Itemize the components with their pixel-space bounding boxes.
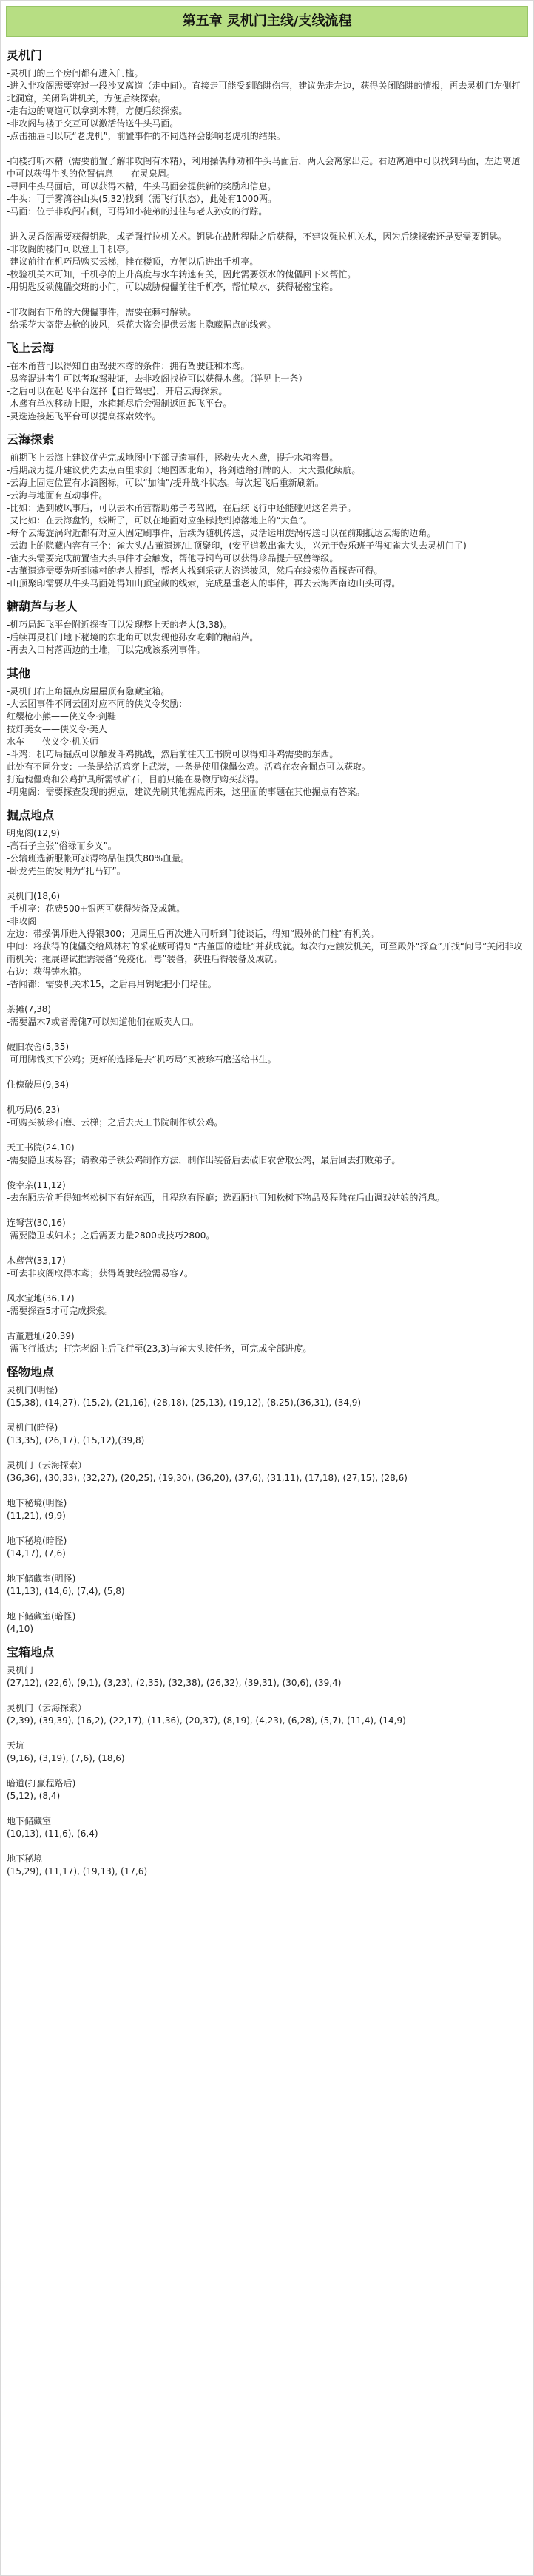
text-line: (4,10) — [7, 1624, 34, 1634]
text-block — [7, 1573, 527, 1598]
text-line: -校验机关木可知，千机亭的上升高度与水车转速有关，因此需要领水的傀儡回下来帮忙。 — [7, 269, 356, 279]
text-line: 地下秘境(暗怪) — [7, 1536, 67, 1546]
text-line: -进入非攻阁需要穿过一段沙叉离道（走中间）。直接走可能受到陷阱伤害，建议先走左边，获得关闭陷阱的情报，再去灵机门左侧打北洞窟，关闭陷阱机关，方便后续探索。 — [7, 81, 521, 104]
text-block — [7, 1460, 527, 1485]
text-block — [7, 452, 527, 590]
text-block — [7, 1702, 527, 1727]
text-line: -每个云海旋涡附近都有对应人固定刷事件，后续为随机传送，灵活运用旋涡传送可以在前期抵达云海的边角。 — [7, 528, 436, 538]
text-line: (9,16), (3,19), (7,6), (18,6) — [7, 1753, 125, 1763]
text-line: -给采花大盗带去枪的披风，采花大盗会提供云海上隐藏据点的线索。 — [7, 319, 277, 330]
block-gap — [7, 1485, 527, 1497]
text-line: (11,13), (14,6), (7,4), (5,8) — [7, 1586, 125, 1596]
text-line: (5,12), (8,4) — [7, 1791, 61, 1801]
block-gap — [7, 1028, 527, 1041]
text-line: 地下秘境(明怪) — [7, 1498, 67, 1508]
block-gap — [7, 1598, 527, 1610]
text-line: -前期飞上云海上建议优先完成地图中下部寻遗事件，拯救失火木鸢，提升水箱容量。 — [7, 453, 339, 463]
text-block — [7, 827, 527, 878]
text-line: -非攻阁的楼门可以登上千机亭。 — [7, 244, 135, 254]
block-gap — [7, 1447, 527, 1460]
block-gap — [7, 878, 527, 890]
text-line: 红缨枪小熊——侠义令·剑鞋 — [7, 711, 116, 722]
text-line: -后期战力提升建议优先去点百里求剑（地图西北角），将剑遗给打牌的人，大大强化续航。 — [7, 465, 361, 475]
block-gap — [7, 1318, 527, 1330]
text-line: -寻回牛头马面后，可以获得木精，牛头马面会提供新的奖励和信息。 — [7, 181, 277, 191]
block-gap — [7, 1560, 527, 1573]
text-line: -比如：遇到破风事后，可以去木甬营帮助弟子考驾照，在后续飞行中还能碰见这名弟子。 — [7, 503, 356, 513]
block-gap — [7, 1727, 527, 1740]
text-line: 破旧农舍(5,35) — [7, 1042, 70, 1052]
block-gap — [7, 218, 527, 231]
text-line: (15,29), (11,17), (19,13), (17,6) — [7, 1866, 148, 1877]
text-block — [7, 1815, 527, 1840]
text-line: -卧龙先生的发明为“扎马钉”。 — [7, 866, 126, 876]
text-line: -去东厢房偷听得知老松树下有好东西，且程玖有怪癖；选西厢也可知松树下物品及程陆在后山调戏姑娘的消息。 — [7, 1193, 445, 1203]
text-line: 天坑 — [7, 1741, 25, 1751]
text-line: 此处有不同分支：一条是给活鸡穿上武装，一条是使用傀儡公鸡。活鸡在农舍掘点可以获取。 — [7, 762, 371, 772]
text-line: -又比如：在云海盘钓，线断了，可以在地面对应坐标找到掉落地上的“大鱼”。 — [7, 515, 312, 526]
section-heading: 灵机门 — [7, 48, 43, 62]
text-line: -大云团事件不同云团对应不同的侠义令奖励： — [7, 699, 188, 709]
text-line: -后续再灵机门地下秘境的东北角可以发现他孙女吃剩的糖葫芦。 — [7, 632, 259, 643]
text-block — [7, 1384, 527, 1409]
text-block — [7, 1664, 527, 1689]
text-line: 技灯美女——侠义令·美人 — [7, 724, 107, 734]
text-block — [7, 1041, 527, 1066]
text-block — [7, 890, 527, 991]
text-line: 左边：带操偶师进入得银300；见周里后再次进入可听到门徒谈话，得知“殿外的门柱”有机关。 — [7, 929, 379, 939]
text-line: 水车——侠义令·机关师 — [7, 736, 98, 747]
text-line: -走右边的离道可以拿到木精，方便后续探索。 — [7, 106, 188, 116]
text-line: -非攻阁 — [7, 916, 37, 926]
text-block — [7, 155, 527, 218]
block-gap — [7, 1522, 527, 1535]
block-gap — [7, 1840, 527, 1853]
text-block — [7, 1142, 527, 1167]
text-line: -牛头：可于雾湾谷山头(5,32)找到（需飞行状态），此处有1000两。 — [7, 194, 277, 204]
text-line: 暗道(打赢程路后) — [7, 1778, 76, 1789]
text-block — [7, 1422, 527, 1447]
text-block — [7, 685, 527, 799]
text-line: -可购买被珍石磨、云梯；之后去天工书院制作铁公鸡。 — [7, 1117, 223, 1128]
text-line: -香闻都：需要机关术15，之后再用钥匙把小门堵住。 — [7, 979, 217, 989]
text-line: 俊幸亲(11,12) — [7, 1180, 66, 1190]
text-line: -点击抽屉可以玩“老虎机”，前置事件的不同选择会影响老虎机的结果。 — [7, 131, 285, 141]
text-line: 灵机门（云海探索） — [7, 1460, 87, 1471]
text-block — [7, 1777, 527, 1803]
text-line: 灵机门(明怪) — [7, 1385, 58, 1395]
block-gap — [7, 1066, 527, 1079]
section-heading: 掘点地点 — [7, 808, 55, 822]
text-line: 灵机门(暗怪) — [7, 1423, 58, 1433]
block-gap — [7, 1409, 527, 1422]
section-heading: 宝箱地点 — [7, 1645, 55, 1659]
text-block — [7, 67, 527, 143]
text-line: -斗鸡：机巧局掘点可以触发斗鸡挑战，然后前往天工书院可以得知斗鸡需要的东西。 — [7, 749, 339, 759]
text-line: -云海上固定位置有水滴图标，可以“加油”/提升战斗状态。每次起飞后重新刷新。 — [7, 478, 324, 488]
block-gap — [7, 1167, 527, 1179]
text-block — [7, 1535, 527, 1560]
text-line: -灵机门的三个房间都有进入门槛。 — [7, 68, 143, 78]
block-gap — [7, 1765, 527, 1777]
text-block — [7, 1330, 527, 1355]
block-gap — [7, 1803, 527, 1815]
text-line: -用钥匙反锁傀儡交班的小门，可以威胁傀儡前往千机亭，帮忙喷水，获得秘密宝箱。 — [7, 282, 339, 292]
text-line: (27,12), (22,6), (9,1), (3,23), (2,35), (32,38), (26,32), (39,31), (30,6), (39,4) — [7, 1678, 342, 1688]
block-gap — [7, 143, 527, 155]
text-line: (10,13), (11,6), (6,4) — [7, 1828, 98, 1839]
text-line: -可用脚钱买下公鸡；更好的选择是去“机巧局”买被珍石磨送给书生。 — [7, 1054, 277, 1065]
text-line: -千机亭：花费500+银两可获得装备及成就。 — [7, 904, 186, 914]
text-line: -需要温木7或者需傀7可以知道他们在贩卖人口。 — [7, 1017, 199, 1027]
block-gap — [7, 294, 527, 306]
text-line: -机巧局起飞平台附近探查可以发现整上天的老人(3,38)。 — [7, 620, 232, 630]
section-heading: 怪物地点 — [7, 1365, 55, 1379]
text-line: 茶摊(7,38) — [7, 1004, 52, 1014]
text-line: -古董遗迹需要先听到棘村的老人提到，帮老人找到采花大盗送披风，然后在线索位置探查可得。 — [7, 566, 383, 576]
text-block — [7, 1292, 527, 1318]
section-heading: 飞上云海 — [7, 341, 55, 355]
text-line: -云海与地面有互动事件。 — [7, 490, 108, 501]
section-heading: 云海探索 — [7, 433, 55, 447]
text-line: -木鸢有单次移动上限，水箱耗尽后会强制返回起飞平台。 — [7, 399, 232, 409]
text-line: -高石子主张“俗禄而乡义”。 — [7, 841, 117, 851]
text-line: 连弩营(30,16) — [7, 1218, 66, 1228]
text-line: 地下储藏室(暗怪) — [7, 1611, 76, 1621]
text-block — [7, 231, 527, 294]
text-block — [7, 1079, 527, 1091]
text-line: (2,39), (39,39), (16,2), (22,17), (11,36), (20,37), (8,19), (4,23), (6,28), (5,7), (11,4), (14,9) — [7, 1715, 406, 1726]
text-line: 中间：将获得的傀儡交给风林村的采花贼可得知“古董国的遗址”并获成就。每次行走触发机关，可至殿外“探查”开找“问号”关闭非攻雨机关；拖展谱试推需装备“免疫化尸毒”装备，获胜后得装备及成就。 — [7, 941, 523, 964]
text-block — [7, 1217, 527, 1242]
text-block — [7, 1003, 527, 1028]
text-block — [7, 1179, 527, 1204]
text-line: -再去入口村落西边的土堆，可以完成该系列事件。 — [7, 645, 206, 655]
text-line: -明鬼阁：需要探查发现的据点，建议先刷其他掘点再来，这里面的事题在其他掘点有答案。 — [7, 787, 365, 797]
text-block — [7, 1853, 527, 1878]
text-line: -需要隐卫或易容；请教弟子铁公鸡制作方法，制作出装备后去破旧农舍取公鸡，最后回去打败弟子。 — [7, 1155, 401, 1165]
text-line: (36,36), (30,33), (32,27), (20,25), (19,30), (36,20), (37,6), (31,11), (17,18), (27,15), (28,6) — [7, 1473, 408, 1483]
block-gap — [7, 1129, 527, 1142]
text-line: (11,21), (9,9) — [7, 1511, 66, 1521]
text-line: 明鬼阁(12,9) — [7, 828, 61, 838]
text-line: (14,17), (7,6) — [7, 1548, 66, 1559]
text-line: -可去非攻阁取得木鸢；获得驾驶经验需易容7。 — [7, 1268, 193, 1278]
text-line: 地下储藏室 — [7, 1816, 52, 1826]
text-line: -向楼打听木精（需要前置了解非攻阁有木精），利用操偶师劝和牛头马面后，两人会离家出走。右边离道中可以找到马面，左边离道中可以获得牛头的位置信息——在灵泉周。 — [7, 156, 521, 179]
text-block — [7, 306, 527, 331]
text-line: -之后可以在起飞平台选择【自行驾驶】，开启云海探索。 — [7, 386, 228, 396]
text-line: 风水宝地(36,17) — [7, 1293, 75, 1304]
text-line: 灵机门（云海探索） — [7, 1703, 87, 1713]
text-line: -易容混进考生可以考取驾驶证，去非攻阁找枪可以获得木鸢。（详见上一条） — [7, 373, 308, 384]
text-block — [7, 1610, 527, 1636]
text-line: -需飞行抵达；打完老阁主后飞行至(23,3)与雀大头接任务，可完成全部进度。 — [7, 1343, 312, 1354]
text-block — [7, 360, 527, 423]
text-line: 灵机门(18,6) — [7, 891, 61, 901]
block-gap — [7, 1091, 527, 1104]
text-line: 住傀破屋(9,34) — [7, 1079, 70, 1090]
text-line: -灵机门右上角掘点房屋屋顶有隐藏宝箱。 — [7, 686, 170, 696]
page-title: 第五章 灵机门主线/支线流程 — [6, 6, 528, 37]
text-line: -需要探查5才可完成探索。 — [7, 1306, 113, 1316]
section-heading: 其他 — [7, 666, 31, 680]
text-block — [7, 1497, 527, 1522]
text-line: -山顶聚印需要从牛头马面处得知山顶宝藏的线索，完成星垂老人的事件，再去云海西南边山头可得。 — [7, 578, 401, 589]
text-line: -非攻阁与楼子交互可以激活传送牛头马面。 — [7, 118, 179, 129]
text-line: -马面：位于非攻阁右侧，可得知小徒弟的过往与老人孙女的行踪。 — [7, 206, 268, 217]
text-line: 天工书院(24,10) — [7, 1142, 75, 1153]
text-line: 右边：获得铸水箱。 — [7, 966, 87, 977]
text-line: (13,35), (26,17), (15,12),(39,8) — [7, 1435, 145, 1445]
text-line: 木鸢营(33,17) — [7, 1255, 66, 1266]
text-line: -云海上的隐藏内容有三个：雀大头/古董遗迹/山顶聚印，(安平道教出雀大头，兴元于鼓乐班子得知雀大头去灵机门了) — [7, 540, 467, 551]
section-heading: 糖葫芦与老人 — [7, 600, 78, 614]
text-block — [7, 1104, 527, 1129]
text-line: -进入灵香阁需要获得钥匙，或者强行拉机关术。钥匙在战胜程陆之后获得，不建议强拉机关术，因为后续探索还是要需要钥匙。 — [7, 231, 507, 242]
text-line: -公输班选新服帐可获得物品但损失80%血量。 — [7, 853, 190, 864]
text-line: -非攻阁右下角的大傀儡事件，需要在棘村解锁。 — [7, 307, 197, 317]
block-gap — [7, 1689, 527, 1702]
text-line: 打造傀儡鸡和公鸡护具所需铁矿石，目前只能在易物厅购买获得。 — [7, 774, 265, 784]
block-gap — [7, 1204, 527, 1217]
text-line: 古董遗址(20,39) — [7, 1331, 75, 1341]
text-line: 地下秘境 — [7, 1854, 43, 1864]
text-line: -建议前往在机巧局购买云梯，挂在楼顶，方便以后进出千机亭。 — [7, 257, 259, 267]
text-block — [7, 1740, 527, 1765]
text-line: -灵选连接起飞平台可以提高探索效率。 — [7, 411, 161, 421]
text-line: (15,38), (14,27), (15,2), (21,16), (28,18), (25,13), (19,12), (8,25),(36,31), (34,9) — [7, 1397, 362, 1408]
text-line: -雀大头需要完成前置雀大头事件才会触发，帮他寻铜鸟可以获得珍品提升驭兽等级。 — [7, 553, 339, 563]
text-line: -需要隐卫或妇术；之后需要力量2800或技巧2800。 — [7, 1230, 215, 1241]
guide-content — [1, 46, 533, 1878]
text-line: 地下储藏室(明怪) — [7, 1573, 76, 1584]
text-line: 机巧局(6,23) — [7, 1105, 61, 1115]
block-gap — [7, 1242, 527, 1255]
block-gap — [7, 1280, 527, 1292]
text-block — [7, 1255, 527, 1280]
text-block — [7, 619, 527, 657]
block-gap — [7, 991, 527, 1003]
text-line: -在木甬营可以得知自由驾驶木鸢的条件：拥有驾驶证和木鸢。 — [7, 361, 250, 371]
text-line: 灵机门 — [7, 1665, 34, 1675]
